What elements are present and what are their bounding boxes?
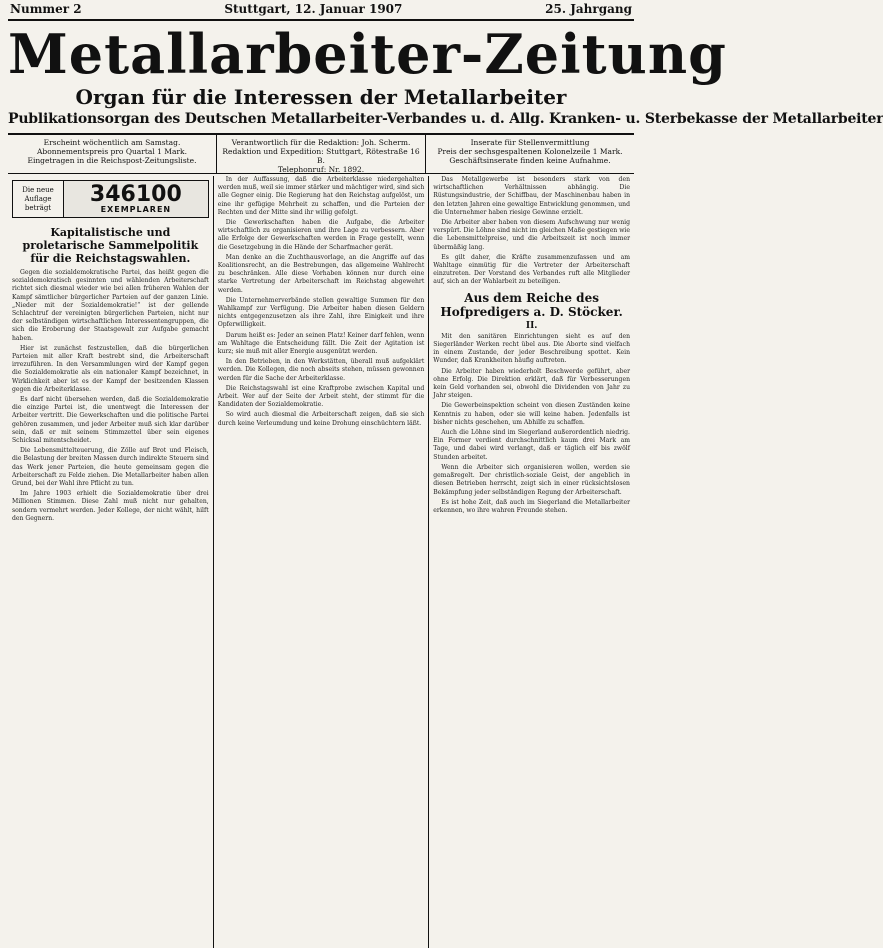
info-left — [8, 135, 216, 173]
publication-line: Publikationsorgan des Deutschen Metallarbeiter-Verbandes u. d. Allg. Kranken- u. Sterbekasse der Metallarbeiter — [8, 109, 634, 135]
section-body — [433, 333, 630, 515]
article-paragraph: Das Metallgewerbe ist besonders stark von den wirtschaftlichen Verhältnissen abhängig. Die Rüstungsindustrie, der Schiffbau, der Maschinenbau haben in den letzten Jahren eine gewaltige Entwicklung genommen, und die Unternehmer haben riesige Gewinne erzielt. — [433, 176, 630, 216]
article-paragraph: Die Arbeiter aber haben von diesem Aufschwung nur wenig verspürt. Die Löhne sind nicht im gleichen Maße gestiegen wie die Lebensmittelpreise, und die Arbeitszeit ist noch immer übermäßig lang. — [433, 219, 630, 251]
article-paragraph: Die Lebensmittelteuerung, die Zölle auf Brot und Fleisch, die Belastung der breiten Massen durch indirekte Steuern sind das Werk jener Parteien, die heute gemeinsam gegen die Arbeiterschaft zu Felde ziehen. Die Metallarbeiter haben allen Grund, bei der Wahl ihre Pflicht zu tun. — [12, 447, 209, 488]
circulation-unit: EXEMPLAREN — [100, 204, 172, 214]
info-left-line: Eingetragen in die Reichspost-Zeitungsliste. — [27, 156, 197, 165]
section-paragraph: Es ist hohe Zeit, daß auch im Siegerland die Metallarbeiter erkennen, wo ihre wahren Freunde stehen. — [433, 498, 630, 514]
info-center-line: Verantwortlich für die Redaktion: Joh. Scherm. — [231, 138, 411, 147]
section-paragraph: Mit den sanitären Einrichtungen sieht es auf den Siegerländer Werken recht übel aus. Die Aborte sind vielfach in einem Zustande, der jeder Beschreibung spottet. Kein Wunder, daß Krankheiten häufig auftreten. — [433, 332, 630, 365]
section-paragraph: Die Gewerbeinspektion scheint von diesen Zuständen keine Kenntnis zu haben, oder sie will keine haben. Jedenfalls ist bisher nichts geschehen, um Abhilfe zu schaffen. — [433, 402, 630, 426]
info-left-line: Abonnementspreis pro Quartal 1 Mark. — [37, 147, 187, 156]
section-title: Aus dem Reiche des Hofpredigers a. D. Stöcker. — [440, 290, 623, 319]
circulation-label: Die neue Auflage beträgt — [22, 185, 54, 212]
info-bar — [8, 135, 634, 174]
info-right-line: Inserate für Stellenvermittlung — [470, 138, 590, 147]
info-right — [425, 135, 634, 173]
info-right-line: Preis der sechsgespaltenen Kolonelzeile 1 Mark. — [437, 147, 623, 156]
header-line — [8, 2, 634, 21]
circulation-figure — [63, 181, 208, 217]
section-number: II. — [525, 320, 538, 331]
article-paragraph: In der Auffassung, daß die Arbeiterklasse niedergehalten werden muß, weil sie immer stärker und mächtiger wird, sind sich alle Gegner einig. Die Regierung hat den Reichstag aufgelöst, um eine ihr gefügige Mehrheit zu schaffen, und die Parteien der Rechten und der Mitte sind ihr willig gefolgt. — [217, 176, 425, 216]
masthead-title: Metallarbeiter-Zeitung — [8, 22, 727, 86]
article-paragraph: Darum heißt es: Jeder an seinen Platz! Keiner darf fehlen, wenn am Wahltage die Entscheidung fällt. Die Zeit der Agitation ist kurz; sie muß mit aller Energie ausgenützt werden. — [217, 331, 425, 356]
article-paragraph: Es darf nicht übersehen werden, daß die Sozialdemokratie die einzige Partei ist, die unentwegt die Interessen der Arbeiter vertritt. Die Gewerkschaften und die politische Partei gehören zusammen, und jeder Arbeiter muß sich klar darüber sein, daß er mit seinem Stimmzettel über sein eigenes Schicksal mitentscheidet. — [12, 396, 209, 445]
article-paragraph: Hier ist zunächst festzustellen, daß die bürgerlichen Parteien mit aller Kraft bestrebt sind, die Arbeiterschaft irrezuführen. In den Versammlungen wird der Kampf gegen die Sozialdemokratie als ein nationaler Kampf bezeichnet, in Wirklichkeit aber ist es der Kampf der besitzenden Klassen gegen die Arbeiterklasse. — [12, 344, 209, 393]
article-body — [12, 269, 209, 523]
article-paragraph: Es gilt daher, die Kräfte zusammenzufassen und am Wahltage einmütig für die Vertreter der Arbeiterschaft einzutreten. Der Vorstand des Verbandes ruft alle Mitglieder auf, sich an der Wahlarbeit zu beteiligen. — [433, 253, 630, 286]
column-3-body — [433, 176, 630, 287]
info-center-line: Telephonruf: Nr. 1892. — [277, 165, 365, 174]
column-2 — [213, 176, 429, 948]
organ-subtitle: Organ für die Interessen der Metallarbeiter — [75, 85, 567, 109]
place-date: Stuttgart, 12. Januar 1907 — [224, 2, 403, 16]
info-center — [216, 135, 425, 173]
volume: 25. Jahrgang — [545, 2, 632, 16]
article-paragraph: Die Gewerkschaften haben die Aufgabe, die Arbeiter wirtschaftlich zu organisieren und ihre Lage zu verbessern. Aber alle Erfolge der Gewerkschaften werden in Frage gestellt, wenn die Gesetzgebung in die Hände der Scharfmacher gerät. — [217, 219, 425, 251]
section-paragraph: Auch die Löhne sind im Siegerland außerordentlich niedrig. Ein Former verdient durchschnittlich kaum drei Mark am Tage, und dabei wird verlangt, daß er täglich elf bis zwölf Stunden arbeitet. — [433, 429, 630, 461]
article-paragraph: Man denke an die Zuchthausvorlage, an die Angriffe auf das Koalitionsrecht, an die Bestrebungen, das allgemeine Wahlrecht zu beschränken. Alle diese Vorhaben können nur durch eine starke Vertretung der Arbeiterschaft im Reichstag abgewehrt werden. — [217, 253, 425, 294]
article-headline: Kapitalistische und proletarische Sammelpolitik für die Reichstagswahlen. — [22, 226, 199, 265]
circulation-number: 346100 — [89, 181, 182, 207]
circulation-box — [12, 180, 209, 218]
newspaper-page — [8, 2, 883, 898]
column-3 — [428, 176, 634, 948]
info-center-line: Redaktion und Expedition: Stuttgart, Rötestraße 16 B. — [222, 147, 420, 165]
article-paragraph: In den Betrieben, in den Werkstätten, überall muß aufgeklärt werden. Die Kollegen, die noch abseits stehen, müssen gewonnen werden für die Sache der Arbeiterklasse. — [217, 358, 425, 382]
column-2-body — [218, 176, 425, 428]
article-paragraph: So wird auch diesmal die Arbeiterschaft zeigen, daß sie sich durch keine Verleumdung und keine Drohung einschüchtern läßt. — [217, 411, 425, 427]
section-paragraph: Die Arbeiter haben wiederholt Beschwerde geführt, aber ohne Erfolg. Die Direktion erklärt, daß für Verbesserungen kein Geld vorhanden sei, obwohl die Dividenden von Jahr zu Jahr steigen. — [433, 367, 630, 400]
article-paragraph: Die Reichstagswahl ist eine Kraftprobe zwischen Kapital und Arbeit. Wer auf der Seite der Arbeit steht, der stimmt für die Kandidaten der Sozialdemokratie. — [217, 384, 425, 409]
info-left-line: Erscheint wöchentlich am Samstag. — [43, 138, 181, 147]
issue-number: Nummer 2 — [10, 2, 82, 16]
section-paragraph: Wenn die Arbeiter sich organisieren wollen, werden sie gemaßregelt. Der christlich-soziale Geist, der angeblich in diesen Betrieben herrscht, zeigt sich in einer rücksichtslosen Bekämpfung jeder selbständigen Regung der Arbeiterschaft. — [433, 463, 630, 496]
article-paragraph: Im Jahre 1903 erhielt die Sozialdemokratie über drei Millionen Stimmen. Diese Zahl muß nicht nur gehalten, sondern vermehrt werden. Jeder Kollege, der nicht wählt, hilft den Gegnern. — [12, 490, 209, 522]
column-1 — [8, 176, 213, 948]
article-paragraph: Die Unternehmerverbände stellen gewaltige Summen für den Wahlkampf zur Verfügung. Die Arbeiter haben diesen Geldern nichts entgegenzusetzen als ihre Zahl, ihre Einigkeit und ihre Opferwilligkeit. — [217, 296, 425, 329]
article-columns — [8, 176, 634, 948]
article-paragraph: Gegen die sozialdemokratische Partei, das heißt gegen die sozialdemokratisch gesinnten und wählenden Arbeiterschaft richtet sich diesmal wieder wie bei allen früheren Wahlen der Kampf sämtlicher bürgerlicher Parteien auf der ganzen Linie. „Nieder mit der Sozialdemokratie!“ ist der gellende Schlachtruf der vereinigten bürgerlichen Parteien, nicht nur der selbständigen wirtschaftlichen Interessentengruppen, die sich die Eroberung der Staatsgewalt zur Aufgabe gemacht haben. — [12, 269, 209, 342]
info-right-line: Geschäftsinserate finden keine Aufnahme. — [449, 156, 611, 165]
